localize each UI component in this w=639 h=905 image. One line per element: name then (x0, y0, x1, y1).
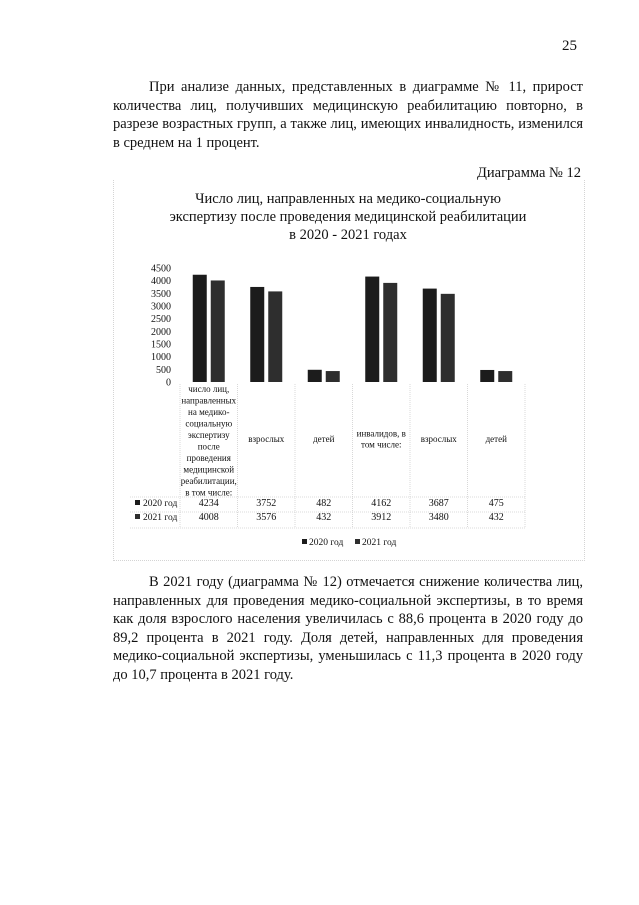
y-tick-label: 2500 (151, 314, 171, 326)
diagram-label: Диаграмма № 12 (477, 165, 581, 181)
legend-label: 2020 год (309, 538, 344, 548)
bar (211, 280, 225, 382)
y-tick-label: 500 (156, 364, 171, 376)
chart-title-line: Число лиц, направленных на медико-социальную (195, 191, 501, 207)
legend-key (135, 514, 140, 519)
paragraph-intro-line: изменился в среднем на 1 процент. (113, 116, 583, 151)
data-label: 432 (488, 512, 504, 523)
category-label: взрослых (420, 434, 457, 444)
page-number: 25 (562, 38, 577, 54)
legend-label: 2021 год (362, 538, 397, 548)
category-label: в том числе: (185, 487, 233, 498)
y-tick-label: 0 (166, 377, 171, 389)
bar (193, 275, 207, 382)
paragraph-intro-line: в разрезе возрастных групп, а также лиц, имеющих инвалидность, (113, 97, 584, 132)
paragraph-conclusion-line: в 2020 году до 89,2 процента в 2021 году. Доля детей, направленных (113, 611, 584, 646)
paragraph-conclusion-line: в то время как доля взрослого населения увеличилась с 88,6 процента (113, 592, 583, 627)
chart-title-line: в 2020 - 2021 годах (289, 227, 407, 243)
bar (365, 277, 379, 382)
category-label: детей (313, 434, 335, 444)
y-tick-label: 1000 (151, 352, 171, 364)
category-label: детей (485, 434, 507, 444)
data-label: 3480 (428, 512, 449, 523)
data-table-series-label: 2021 год (143, 513, 178, 523)
category-label: после (197, 441, 220, 452)
bar (326, 371, 340, 382)
category-label: взрослых (248, 434, 285, 444)
data-label: 432 (316, 512, 332, 523)
legend-swatch (355, 539, 360, 544)
data-label: 482 (316, 498, 332, 509)
bar (383, 283, 397, 382)
data-label: 4234 (198, 498, 219, 509)
y-tick-label: 1500 (151, 339, 171, 351)
category-label: реабилитации, (180, 476, 237, 486)
category-label: том числе: (361, 439, 402, 450)
chart-title-line: экспертизу после проведения медицинской реабилитации (169, 209, 527, 225)
y-tick-label: 3000 (151, 301, 171, 313)
paragraph-conclusion-line: лиц, направленных для проведения медико-социальной экспертизы, (113, 574, 584, 609)
data-label: 475 (488, 498, 504, 509)
y-tick-label: 2000 (151, 326, 171, 338)
category-label: проведения (186, 453, 231, 463)
bar (250, 287, 264, 382)
category-label: медицинской (183, 464, 235, 475)
category-label: направленных (181, 395, 237, 406)
legend-key (135, 500, 140, 505)
category-label: на медико- (188, 407, 230, 417)
data-label: 3576 (256, 512, 277, 523)
bar (480, 370, 494, 382)
paragraph-intro-line: При анализе данных, представленных в диаграмме № 11, прирост (149, 79, 583, 95)
y-tick-label: 4000 (151, 276, 171, 288)
y-tick-label: 3500 (151, 288, 171, 300)
bar (441, 294, 455, 382)
legend-swatch (302, 539, 307, 544)
bar (423, 289, 437, 382)
paragraph-conclusion-line: В 2021 году (диаграмма № 12) отмечается снижение количества (149, 574, 553, 590)
data-label: 3687 (428, 498, 449, 509)
category-label: экспертизу (187, 430, 230, 440)
category-label: социальную (185, 418, 233, 429)
paragraph-conclusion (113, 573, 583, 684)
paragraph-conclusion-line: для проведения медико-социальной экспертизы, уменьшилась (113, 629, 583, 664)
bar (268, 291, 282, 382)
data-label: 4162 (371, 498, 392, 509)
paragraph-intro-line: количества лиц, получивших медицинскую реабилитацию повторно, (113, 97, 567, 114)
bar (498, 371, 512, 382)
bar (308, 370, 322, 382)
data-label: 3752 (256, 498, 277, 509)
paragraph-conclusion-line: с 11,3 процента в 2020 году до 10,7 процента в 2021 году. (113, 648, 583, 683)
data-label: 3912 (371, 512, 392, 523)
y-tick-label: 4500 (151, 263, 171, 275)
category-label: инвалидов, в (356, 428, 406, 439)
category-label: число лиц, (188, 384, 230, 394)
data-table-series-label: 2020 год (143, 499, 178, 509)
data-label: 4008 (198, 512, 219, 523)
